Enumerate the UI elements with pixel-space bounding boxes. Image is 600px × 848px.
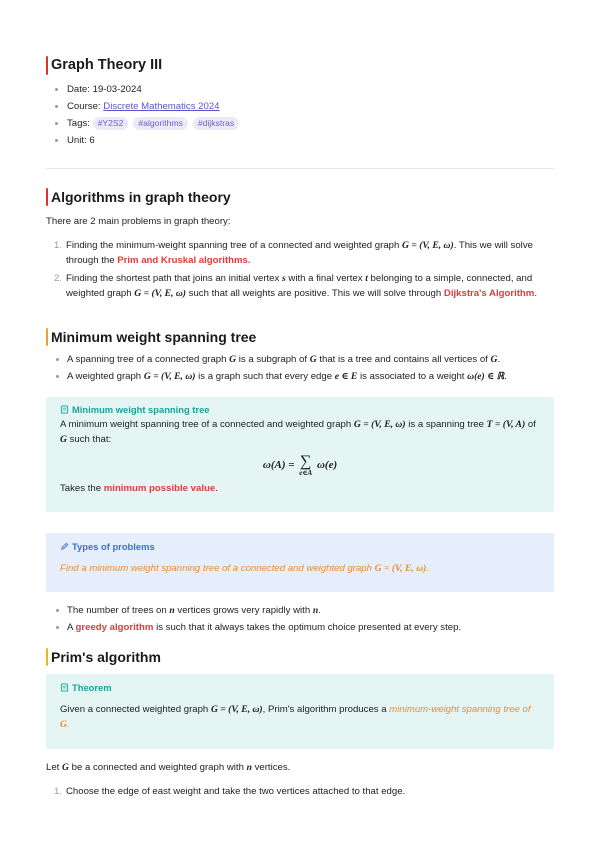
types-text: Find a minimum weight spanning tree of a connected and weighted graph G = (V, E, ω). — [60, 563, 430, 575]
pencil-icon — [60, 542, 69, 551]
list-item: The number of trees on n vertices grows very rapidly with n. — [46, 603, 554, 618]
list-item: A spanning tree of a connected graph G is a subgraph of G that is a tree and contains all vertices of G. — [46, 352, 554, 367]
let-statement: Let G be a connected and weighted graph with n vertices. — [46, 762, 291, 773]
book-icon — [60, 405, 69, 414]
definition-conclusion: Takes the minimum possible value. — [60, 482, 218, 494]
problem-item: 2. Finding the shortest path that joins an initial vertex s with a final vertex t belonging to a simple, connected, and weighted graph G = (V, E, ω) such that all weights are positive. This we will solve through Dijkstra's Algorithm. — [54, 272, 537, 300]
spanning-tree-list — [46, 352, 554, 387]
mwst-highlight: minimum-weight spanning tree of — [389, 704, 531, 716]
sum-symbol: ∑ — [300, 452, 312, 470]
weight-equation: ω(A) = ∑ e∈A ω(e) — [262, 452, 338, 477]
dijkstra-highlight: Dijkstra's Algorithm — [443, 288, 535, 300]
callout-title: Theorem — [72, 682, 112, 693]
book-icon — [60, 683, 69, 692]
divider — [46, 168, 554, 169]
section1-intro: There are 2 main problems in graph theory: — [46, 216, 231, 227]
greedy-highlight: greedy algorithm — [75, 622, 154, 634]
list-item: A weighted graph G = (V, E, ω) is a graph such that every edge e ∈ E is associated to a weight ω(e) ∈ ℝ. — [46, 369, 554, 384]
heading-min-weight-spanning-tree: Minimum weight spanning tree — [46, 326, 256, 348]
prim-steps-list — [46, 784, 554, 801]
tag-dijkstras[interactable]: #dijkstras — [193, 117, 239, 130]
heading-algorithms: Algorithms in graph theory — [46, 186, 231, 208]
problems-list — [46, 238, 554, 303]
date-value: 19-03-2024 — [92, 84, 142, 95]
min-value-highlight: minimum possible value — [103, 482, 216, 494]
problem-item: 1. Finding the minimum-weight spanning tree of a connected and weighted graph G = (V, E, ω). This we will solve through the Prim and Kruskal algorithms. — [54, 240, 533, 267]
metadata-list — [54, 82, 244, 150]
list-item: A greedy algorithm is such that it always takes the optimum choice presented at every step. — [46, 620, 554, 635]
course-link[interactable]: Discrete Mathematics 2024 — [103, 101, 220, 112]
trees-list — [46, 603, 554, 638]
callout-title: Minimum weight spanning tree — [72, 404, 210, 415]
definition-text: A minimum weight spanning tree of a connected and weighted graph G = (V, E, ω) is a spanning tree T = (V, A) of G such that: — [60, 419, 536, 446]
meta-date: Date: 19-03-2024 — [54, 82, 244, 99]
heading-prims-algorithm: Prim's algorithm — [46, 646, 161, 668]
theorem-callout — [46, 674, 554, 749]
callout-title: Types of problems — [72, 541, 155, 552]
tag-y2s2[interactable]: #Y2S2 — [93, 117, 129, 130]
types-callout — [46, 533, 554, 592]
meta-tags: Tags: #Y2S2 #algorithms #dijkstras — [54, 116, 244, 133]
meta-course: Course: Discrete Mathematics 2024 — [54, 99, 244, 116]
definition-callout — [46, 397, 554, 512]
tag-algorithms[interactable]: #algorithms — [133, 117, 187, 130]
theorem-text: Given a connected weighted graph G = (V, E, ω), Prim's algorithm produces a minimum-weight spanning tree of G. — [60, 704, 531, 731]
prim-kruskal-highlight: Prim and Kruskal algorithms — [117, 255, 248, 267]
step-item: 1. Choose the edge of east weight and take the two vertices attached to that edge. — [54, 786, 406, 797]
meta-unit: Unit: 6 — [54, 133, 244, 150]
page-title: Graph Theory III — [46, 54, 162, 77]
